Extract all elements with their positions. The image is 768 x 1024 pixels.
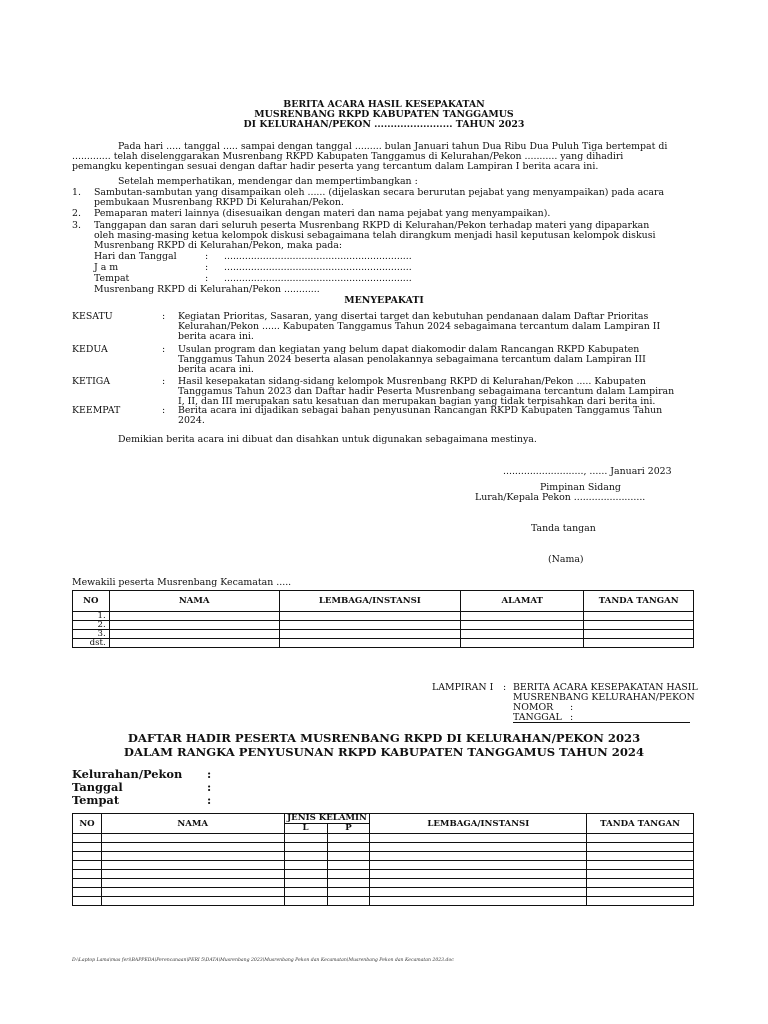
agreement-kedua-line-2: Tanggamus Tahun 2024 beserta alasan penolakannya sebagaimana tercantum dalam Lampiran III (178, 354, 646, 365)
table-row (73, 888, 694, 897)
consideration-num-2: 2. (72, 208, 81, 219)
lampiran-line-1: BERITA ACARA KESEPAKATAN HASIL (513, 682, 698, 693)
daftar-title-2: DALAM RANGKA PENYUSUNAN RKPD KABUPATEN TANGGAMUS TAHUN 2024 (123, 745, 645, 759)
signature-role: Pimpinan Sidang (540, 482, 621, 493)
attendance-table-header (73, 814, 694, 824)
column-header-no: NO (73, 814, 102, 834)
column-header-lembaga: LEMBAGA/INSTANSI (279, 591, 460, 612)
header-title-1: BERITA ACARA HASIL KESEPAKATAN (283, 99, 485, 110)
table-cell (461, 639, 584, 648)
column-header-p: P (327, 824, 370, 834)
field-label-time: J a m (94, 262, 119, 273)
agreement-ketiga-line-2: Tanggamus Tahun 2023 dan Daftar hadir Peserta Musrenbang sebagaimana tercantum dalam Lampiran (178, 386, 675, 397)
row-number: 3. (73, 630, 110, 639)
column-header-jenis-kelamin: JENIS KELAMIN (284, 814, 370, 824)
consideration-num-3: 3. (72, 220, 81, 231)
table-cell (584, 630, 694, 639)
consideration-3-line-2: oleh masing-masing ketua kelompok diskusi sebagaimana telah dirangkum menjadi hasil keputusan kelompok diskusi (94, 230, 656, 241)
agreement-colon-ketiga: : (162, 376, 166, 387)
header-title-3: DI KELURAHAN/PEKON ........................ TAHUN 2023 (243, 119, 525, 131)
table-cell (461, 621, 584, 630)
agreement-kesatu-line-3: berita acara ini. (178, 331, 254, 342)
field-label-date: Hari dan Tanggal (94, 251, 177, 262)
signature-name: (Nama) (548, 554, 584, 565)
consideration-num-1: 1. (72, 187, 81, 198)
intro-line-4: Setelah memperhatikan, mendengar dan mempertimbangkan : (118, 176, 418, 187)
consideration-1-line-1: Sambutan-sambutan yang disampaikan oleh ...... (dijelaskan secara berurutan pejabat yang menyampaikan) pada acara (94, 187, 665, 198)
column-header-tanda-tangan: TANDA TANGAN (587, 814, 694, 834)
form-colon-tanggal: : (207, 780, 212, 794)
column-header-tanda-tangan: TANDA TANGAN (584, 591, 694, 612)
field-label-place: Tempat (94, 273, 130, 284)
column-header-nama: NAMA (109, 591, 279, 612)
field-colon-place: : (205, 273, 209, 284)
closing-statement: Demikian berita acara ini dibuat dan disahkan untuk digunakan sebagaimana mestinya. (118, 434, 537, 445)
table-cell (279, 621, 460, 630)
agreement-label-kedua: KEDUA (72, 344, 108, 355)
table-row (73, 897, 694, 906)
agreement-kesatu-line-1: Kegiatan Prioritas, Sasaran, yang disertai target dan kebutuhan pendanaan dalam Daftar Prioritas (178, 311, 649, 322)
lampiran-nomor-colon: : (570, 702, 574, 713)
table-cell (109, 621, 279, 630)
table-row (73, 639, 694, 648)
table-row (73, 834, 694, 843)
intro-line-3: pemangku kepentingan sesuai dengan daftar hadir peserta yang tercantum dalam Lampiran I berita acara ini. (72, 161, 599, 172)
table-row (73, 843, 694, 852)
row-number: 2. (73, 621, 110, 630)
attendance-table (72, 813, 694, 906)
table-cell (584, 639, 694, 648)
agreement-colon-kesatu: : (162, 311, 166, 322)
column-header-l: L (284, 824, 327, 834)
field-value-place: ............................................................... (224, 273, 412, 284)
agreement-kesatu-line-2: Kelurahan/Pekon ...... Kabupaten Tanggamus Tahun 2024 sebagaimana tercantum dalam Lampiran II (178, 321, 661, 332)
field-colon-date: : (205, 251, 209, 262)
consideration-3-line-3: Musrenbang RKPD di Kelurahan/Pekon, maka pada: (94, 240, 343, 251)
lampiran-label: LAMPIRAN I (432, 682, 494, 693)
musrenbang-line: Musrenbang RKPD di Kelurahan/Pekon ............ (94, 284, 320, 295)
column-header-no: NO (73, 591, 110, 612)
table-cell (109, 630, 279, 639)
form-label-kelurahan: Kelurahan/Pekon (72, 767, 183, 781)
field-colon-time: : (205, 262, 209, 273)
agreement-label-keempat: KEEMPAT (72, 405, 121, 416)
lampiran-line-2: MUSRENBANG KELURAHAN/PEKON (513, 692, 695, 703)
table-row (73, 612, 694, 621)
table-row (73, 870, 694, 879)
intro-line-1: Pada hari ..... tanggal ..... sampai dengan tanggal ......... bulan Januari tahun Dua Ribu Dua Puluh Tiga bertempat di (118, 141, 668, 152)
signature-position: Lurah/Kepala Pekon ........................ (475, 492, 646, 503)
lampiran-nomor: NOMOR (513, 702, 554, 713)
table-cell (461, 630, 584, 639)
column-header-nama: NAMA (101, 814, 284, 834)
consideration-3-line-1: Tanggapan dan saran dari seluruh peserta Musrenbang RKPD di Kelurahan/Pekon terhadap materi yang dipaparkan (94, 220, 650, 231)
table-row (73, 621, 694, 630)
agreement-kedua-line-1: Usulan program dan kegiatan yang belum dapat diakomodir dalam Rancangan RKPD Kabupaten (178, 344, 640, 355)
header-block (180, 100, 588, 131)
table-cell (584, 612, 694, 621)
table-cell (461, 612, 584, 621)
lampiran-underline (513, 722, 690, 723)
agreement-kedua-line-3: berita acara ini. (178, 364, 254, 375)
field-value-time: ............................................................... (224, 262, 412, 273)
signature-sign: Tanda tangan (531, 523, 596, 534)
lampiran-tanggal-colon: : (570, 712, 574, 723)
table-cell (279, 612, 460, 621)
lampiran-tanggal: TANGGAL (513, 712, 562, 723)
agreement-keempat-line-1: Berita acara ini dijadikan sebagai bahan penyusunan Rancangan RKPD Kabupaten Tanggamus Tahun (178, 405, 663, 416)
signature-date: ..........................., ...... Januari 2023 (503, 466, 672, 477)
form-label-tempat: Tempat (72, 793, 120, 807)
agreement-ketiga-line-3: I, II, dan III merupakan satu kesatuan dan merupakan bagian yang tidak terpisahkan dari berita ini. (178, 396, 656, 407)
lampiran-colon: : (503, 682, 507, 693)
agreement-label-kesatu: KESATU (72, 311, 113, 322)
intro-line-2: ............. telah diselenggarakan Musrenbang RKPD Kabupaten Tanggamus di Kelurahan/Pekon ........... yang dihadiri (72, 151, 624, 162)
participant-table (72, 590, 694, 648)
table-cell (109, 612, 279, 621)
form-label-tanggal: Tanggal (72, 780, 123, 794)
table-row (73, 879, 694, 888)
table-row (73, 852, 694, 861)
table-row (73, 630, 694, 639)
form-colon-tempat: : (207, 793, 212, 807)
consideration-2-line-1: Pemaparan materi lainnya (disesuaikan dengan materi dan nama pejabat yang menyampaikan). (94, 208, 551, 219)
representative-line: Mewakili peserta Musrenbang Kecamatan ..... (72, 577, 292, 588)
agreement-colon-keempat: : (162, 405, 166, 416)
daftar-title-1: DAFTAR HADIR PESERTA MUSRENBANG RKPD DI KELURAHAN/PEKON 2023 (127, 731, 641, 745)
agreement-ketiga-line-1: Hasil kesepakatan sidang-sidang kelompok Musrenbang RKPD di Kelurahan/Pekon ..... Kabupaten (178, 376, 646, 387)
header-title-2: MUSRENBANG RKPD KABUPATEN TANGGAMUS (254, 109, 514, 121)
participant-table-header (73, 591, 694, 612)
table-cell (584, 621, 694, 630)
table-cell (279, 639, 460, 648)
row-number: dst. (73, 639, 110, 648)
agreement-label-ketiga: KETIGA (72, 376, 111, 387)
table-cell (279, 630, 460, 639)
form-colon-kelurahan: : (207, 767, 212, 781)
agreement-keempat-line-2: 2024. (178, 415, 205, 426)
agree-heading: MENYEPAKATI (344, 295, 424, 306)
column-header-lembaga: LEMBAGA/INSTANSI (370, 814, 587, 834)
row-number: 1. (73, 612, 110, 621)
field-value-date: ............................................................... (224, 251, 412, 262)
agreement-colon-kedua: : (162, 344, 166, 355)
column-header-alamat: ALAMAT (461, 591, 584, 612)
footer-file-path: D:\Laptop Lama\mas feri\BAPPEDA\Perencanaan\PERI 5\DATA\Musrenbang 2023\Musrenbang Pekon dan Kecamatan\Musrenbang Pekon dan Kecamatan 2023.doc (72, 958, 454, 963)
table-row (73, 861, 694, 870)
table-cell (109, 639, 279, 648)
consideration-1-line-2: pembukaan Musrenbang RKPD Di Kelurahan/Pekon. (94, 197, 344, 208)
